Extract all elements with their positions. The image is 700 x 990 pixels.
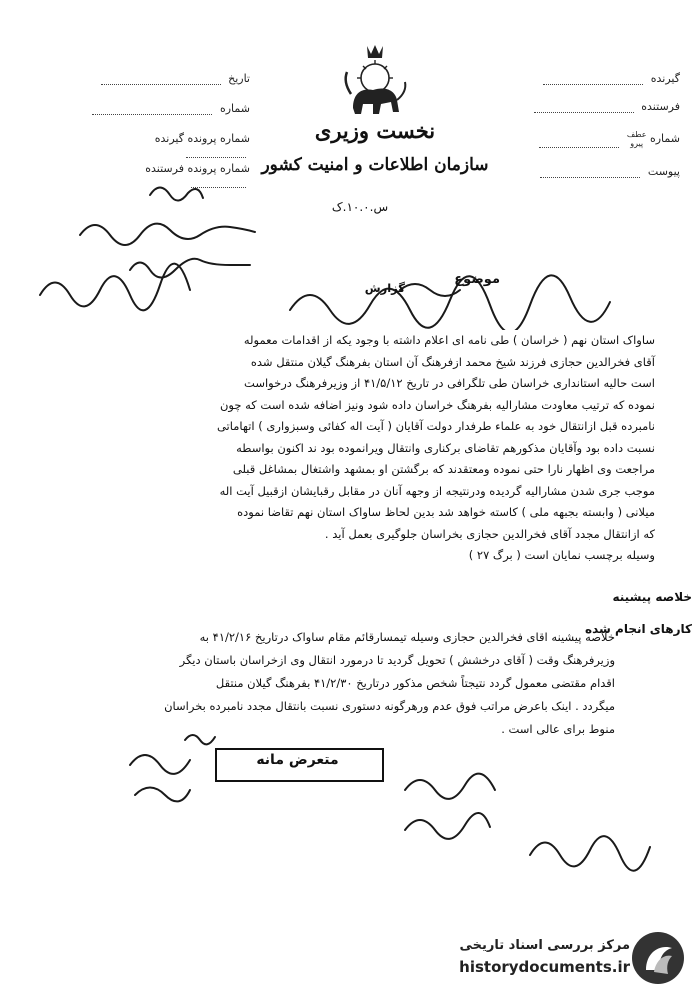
handwritten-signature-center (395, 760, 515, 850)
summary-line: اقدام مقتضی معمول گردد نتیجتاً شخص مذکور درتاریخ ۴۱/۲/۳۰ بفرهنگ گیلان منتقل (215, 676, 615, 690)
watermark-title: مرکز بررسی اسناد تاریخی (459, 938, 630, 953)
sender-file-label: شماره پرونده فرستنده (145, 162, 250, 175)
recipient-file-label: شماره پرونده گیرنده (154, 132, 250, 145)
number-field (90, 102, 250, 115)
attachment-label: پیوست (647, 165, 680, 178)
ref-sub-a: عطف (626, 130, 647, 139)
summary-line: خلاصه پیشینه اقای فخرالدین حجازی وسیله تیمسارقائم مقام ساواک درتاریخ ۴۱/۲/۱۶ به (199, 630, 615, 644)
lion-and-sun-emblem-icon (335, 42, 415, 122)
body-line: نامبرده قبل ازانتقال خود به علماء طرفدار دولت آقایان ( آیت اله کفائی وسبزواری ) اتهاماتی (216, 419, 655, 433)
summary-line: منوط برای عالی است . (501, 722, 615, 736)
actions-section-label: کارهای انجام شده (585, 622, 692, 636)
report-body (70, 281, 655, 567)
ref-sub-b: پیرو (630, 139, 644, 148)
summary-body (40, 626, 615, 741)
body-line: است حالیه استانداری خراسان طی تلگرافی در تاریخ ۴۱/۵/۱۲ از وزیرفرهنگ درخواست (244, 376, 655, 390)
watermark-url: historydocuments.ir (459, 958, 630, 976)
summary-section-label: خلاصه پیشینه (612, 590, 692, 604)
ref-number-field (505, 130, 680, 148)
subject-label: موضوع (454, 272, 500, 287)
date-field (90, 72, 250, 85)
attachment-field (505, 165, 680, 178)
body-line: مراجعت وی اظهار نارا حتی نموده ومعتقدند که برگشتن او بمشهد واشتغال بمشاغل قبلی (232, 462, 655, 476)
body-line: وسیله برچسب نمایان است ( برگ ۲۷ ) (468, 548, 655, 562)
handwritten-note-top-left (20, 175, 310, 325)
date-label: تاریخ (228, 72, 250, 85)
ref-number-label: شماره (649, 132, 680, 145)
org-title: نخست وزیری (314, 118, 436, 143)
document-code: س.۱۰.۰.ک (331, 200, 389, 214)
summary-line: وزیرفرهنگ وقت ( آقای درخشش ) تحویل گردید تا درمورد انتقال وی ازخراسان باستان دیگر (179, 653, 615, 667)
body-line: آقای فخرالدین حجازی فرزند شیخ محمد ازفرهنگ آن استان بفرهنگ گیلان منتقل شده (250, 354, 655, 369)
body-line: ساواک استان نهم ( خراسان ) طی نامه ای اعلام داشته با وجود یکه از اقدامات معموله (243, 333, 655, 347)
number-label: شماره (219, 102, 250, 115)
recipient-file-field (90, 132, 250, 158)
body-line: میلانی ( وابسته بجبهه ملی ) کاسته خواهد شد بدین لحاظ ساواک استان نهم تقاضا نموده (237, 505, 655, 519)
archive-logo-icon (630, 930, 686, 986)
body-line: موجب جری شدن مشارالیه گردیده ودرنتیجه از وجهه آنان در مقابل رقبایشان ازقبیل آیت اله (219, 483, 655, 498)
recipient-field (505, 72, 680, 85)
report-heading: گزارش (364, 281, 405, 295)
body-line: نموده که ترتیب معاودت مشارالیه بفرهنگ خراسان داده شود ونیز اضافه شده است که چون (219, 397, 655, 412)
recipient-label: گیرنده (650, 72, 680, 85)
handwritten-signature-right (520, 825, 660, 875)
summary-line: میگردد . اینک باعرض مراتب فوق عدم ورهرگونه دستوری نسبت بانتقال مجدد نامبرده بخراسان (164, 699, 615, 713)
org-subtitle: سازمان اطلاعات و امنیت کشور (261, 155, 489, 175)
stamp-text: متعرض مانه (256, 752, 339, 768)
body-line: که ازانتقال مجدد آقای فخرالدین حجازی بخراسان جلوگیری بعمل آید . (324, 526, 655, 541)
body-line: نسبت داده بود وآقایان مذکورهم تقاضای برکناری وانتقال ویرانموده بود ند اکنون بواسطه (236, 440, 655, 455)
sender-field (505, 100, 680, 113)
sender-label: فرستنده (641, 100, 680, 113)
